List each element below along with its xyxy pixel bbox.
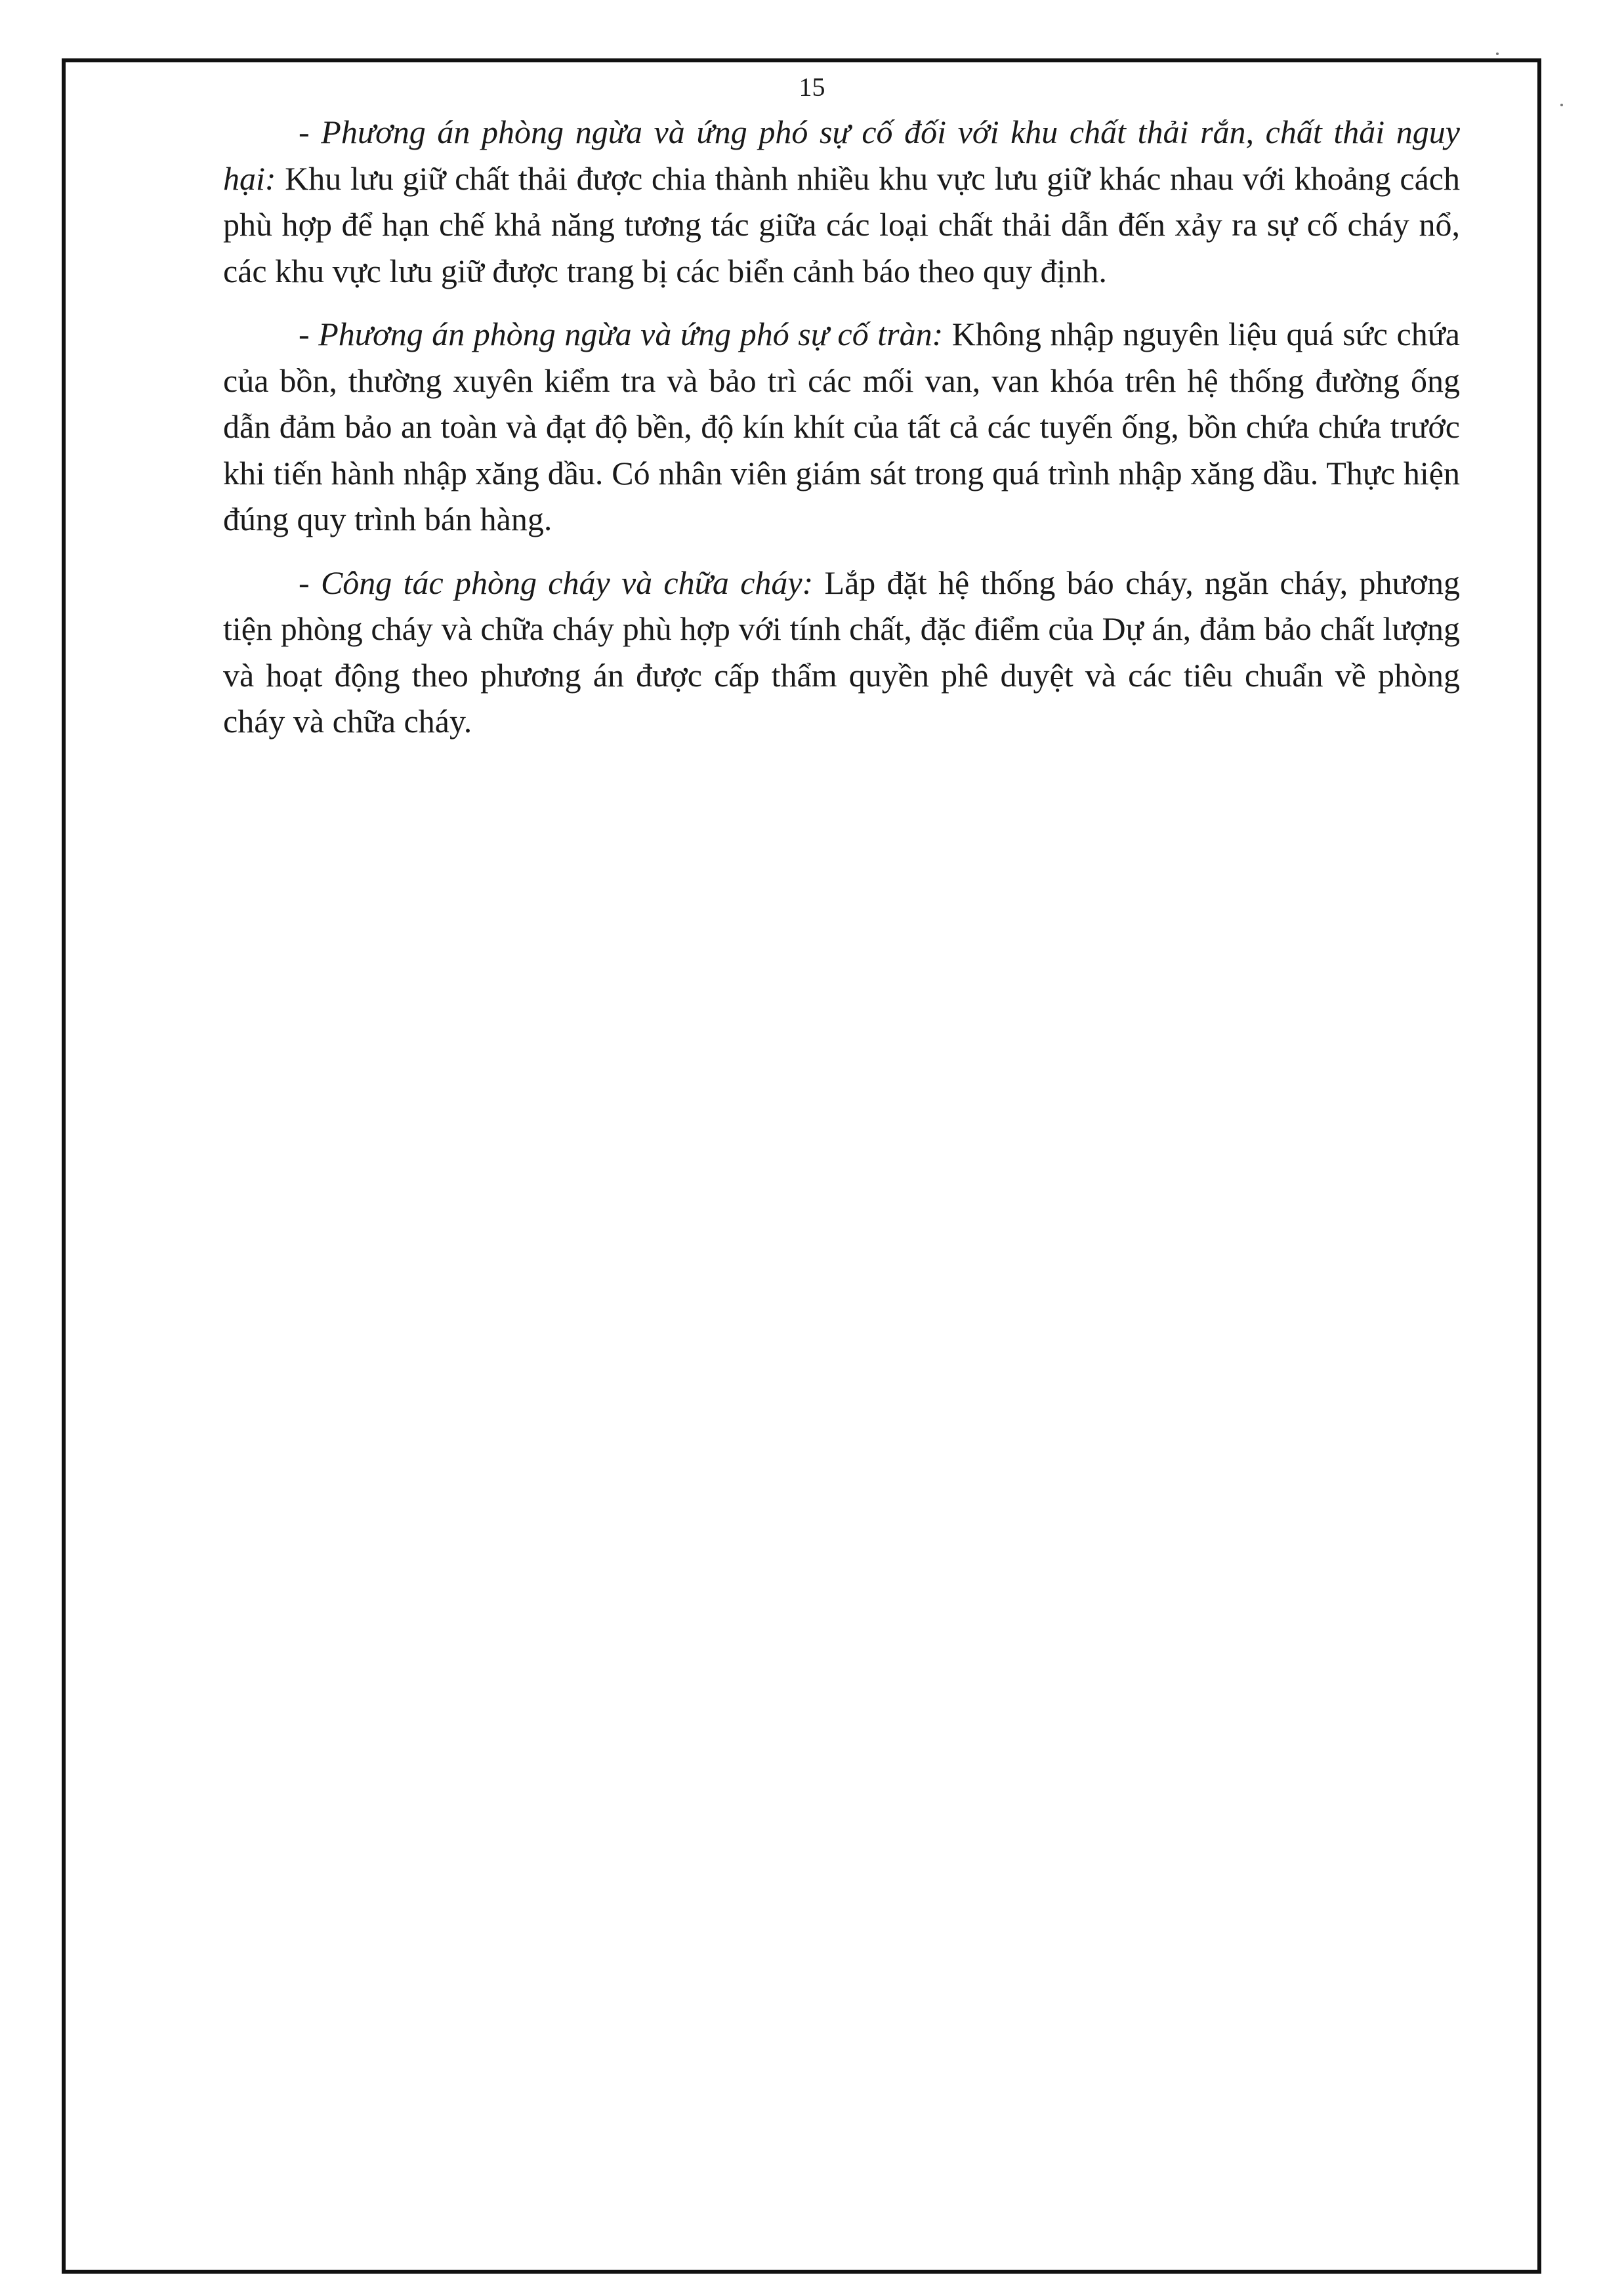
- paragraph-spill-response: [223, 311, 1460, 543]
- scan-speck: [1560, 104, 1563, 106]
- paragraph-lead-italic: - Phương án phòng ngừa và ứng phó sự cố tràn:: [299, 316, 944, 352]
- paragraph-fire-prevention: [223, 560, 1460, 745]
- scan-speck: [1496, 52, 1499, 55]
- paragraph-text: Khu lưu giữ chất thải được chia thành nhiều khu vực lưu giữ khác nhau với khoảng cách phù hợp để hạn chế khả năng tương tác giữa các loại chất thải dẫn đến xảy ra sự cố cháy nổ, các khu vực lưu giữ được trang bị các biển cảnh báo theo quy định.: [223, 159, 1460, 289]
- paragraph-solid-hazardous-waste-response: [223, 109, 1460, 294]
- page-number: 15: [799, 72, 825, 102]
- paragraph-text: Không nhập nguyên liệu quá sức chứa của bồn, thường xuyên kiểm tra và bảo trì các mối van, van khóa trên hệ thống đường ống dẫn đảm bảo an toàn và đạt độ bền, độ kín khít của tất cả các tuyến ống, bồn chứa chứa trước khi tiến hành nhập xăng dầu. Có nhân viên giám sát trong quá trình nhập xăng dầu. Thực hiện đúng quy trình bán hàng.: [223, 316, 1460, 537]
- paragraph-lead-italic: - Công tác phòng cháy và chữa cháy:: [299, 564, 814, 601]
- paragraph-lead-italic: - Phương án phòng ngừa và ứng phó sự cố đối với khu chất thải rắn, chất thải nguy hại:: [223, 114, 1460, 197]
- paragraph-text: Lắp đặt hệ thống báo cháy, ngăn cháy, phương tiện phòng cháy và chữa cháy phù hợp với tính chất, đặc điểm của Dự án, đảm bảo chất lượng và hoạt động theo phương án được cấp thẩm quyền phê duyệt và các tiêu chuẩn về phòng cháy và chữa cháy.: [223, 564, 1460, 740]
- document-body: [223, 109, 1460, 762]
